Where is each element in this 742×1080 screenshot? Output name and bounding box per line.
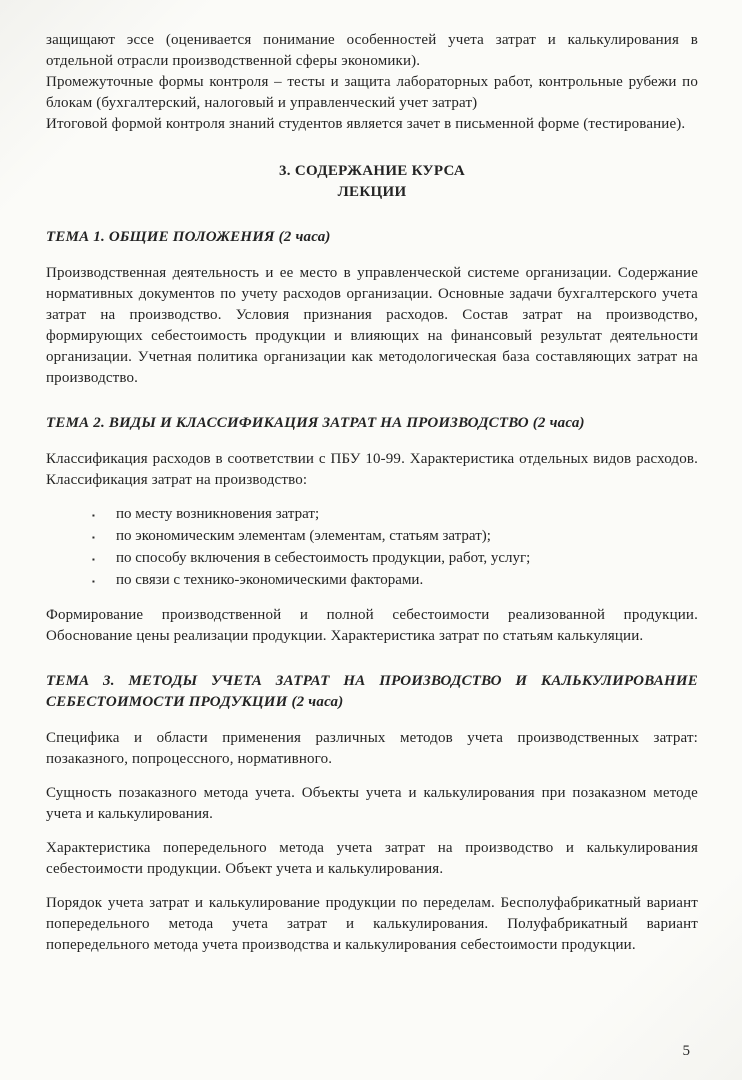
topic-3-heading: ТЕМА 3. МЕТОДЫ УЧЕТА ЗАТРАТ НА ПРОИЗВОДСТВО И КАЛЬКУЛИРОВАНИЕ СЕБЕСТОИМОСТИ ПРОДУКЦИИ (2 часа): [46, 673, 698, 710]
topic-2-heading: ТЕМА 2. ВИДЫ И КЛАССИФИКАЦИЯ ЗАТРАТ НА ПРОИЗВОДСТВО (2 часа): [46, 415, 585, 431]
topic-3-paragraph-3: Характеристика попередельного метода учета затрат на производство и калькулирования себестоимости продукции. Объект учета и калькулирования.: [46, 840, 698, 877]
bullet-square-icon: ▪: [92, 555, 95, 564]
bullet-square-icon: ▪: [92, 577, 95, 586]
bullet-item-label: по связи с технико-экономическими факторами.: [116, 572, 424, 588]
topic-3-paragraph-4: Порядок учета затрат и калькулирование продукции по переделам. Бесполуфабрикатный вариант попередельного метода учета затрат и калькулирования. Полуфабрикатный вариант попередельного метода учета производства и калькулирования себестоимости продукции.: [46, 895, 698, 953]
bullet-item: [46, 548, 698, 570]
bullet-item-label: по экономическим элементам (элементам, статьям затрат);: [116, 528, 491, 544]
intro-paragraph-2: Промежуточные формы контроля – тесты и защита лабораторных работ, контрольные рубежи по блокам (бухгалтерский, налоговый и управленческий учет затрат): [46, 74, 698, 111]
bullet-square-icon: ▪: [92, 533, 95, 542]
bullet-item-label: по способу включения в себестоимость продукции, работ, услуг;: [116, 550, 531, 566]
topic-3-paragraph-1: Специфика и области применения различных методов учета производственных затрат: позаказного, попроцессного, нормативного.: [46, 730, 698, 767]
bullet-item: [46, 504, 698, 526]
section-heading-line-2: ЛЕКЦИИ: [337, 184, 407, 200]
bullet-square-icon: ▪: [92, 511, 95, 520]
intro-paragraph-3: Итоговой формой контроля знаний студентов является зачет в письменной форме (тестирование).: [46, 116, 686, 132]
topic-2-intro-paragraph: Классификация расходов в соответствии с ПБУ 10-99. Характеристика отдельных видов расходов. Классификация затрат на производство:: [46, 451, 698, 488]
bullet-item-label: по месту возникновения затрат;: [116, 506, 320, 522]
bullet-item: [46, 526, 698, 548]
bullet-list: [46, 504, 698, 592]
topic-2-closing-paragraph: Формирование производственной и полной себестоимости реализованной продукции. Обоснование цены реализации продукции. Характеристика затрат по статьям калькуляции.: [46, 607, 698, 644]
topic-1-paragraph: Производственная деятельность и ее место в управленческой системе организации. Содержание нормативных документов по учету расходов организации. Основные задачи бухгалтерского учета затрат на производство. Условия признания расходов. Состав затрат на производство, формирующих себестоимость продукции и влияющих на финансовый результат деятельности организации. Учетная политика организации как методологическая база составляющих затрат на производство.: [46, 265, 698, 386]
bullet-item: [46, 570, 698, 592]
topic-1-heading: ТЕМА 1. ОБЩИЕ ПОЛОЖЕНИЯ (2 часа): [46, 229, 331, 245]
topic-3-paragraph-2: Сущность позаказного метода учета. Объекты учета и калькулирования при позаказном методе учета и калькулирования.: [46, 785, 698, 822]
page-number: 5: [682, 1043, 690, 1059]
section-heading-line-1: 3. СОДЕРЖАНИЕ КУРСА: [278, 163, 465, 179]
intro-paragraph-1: защищают эссе (оценивается понимание особенностей учета затрат и калькулирования в отдельной отрасли производственной сферы экономики).: [46, 32, 698, 69]
section-heading: [46, 161, 698, 203]
